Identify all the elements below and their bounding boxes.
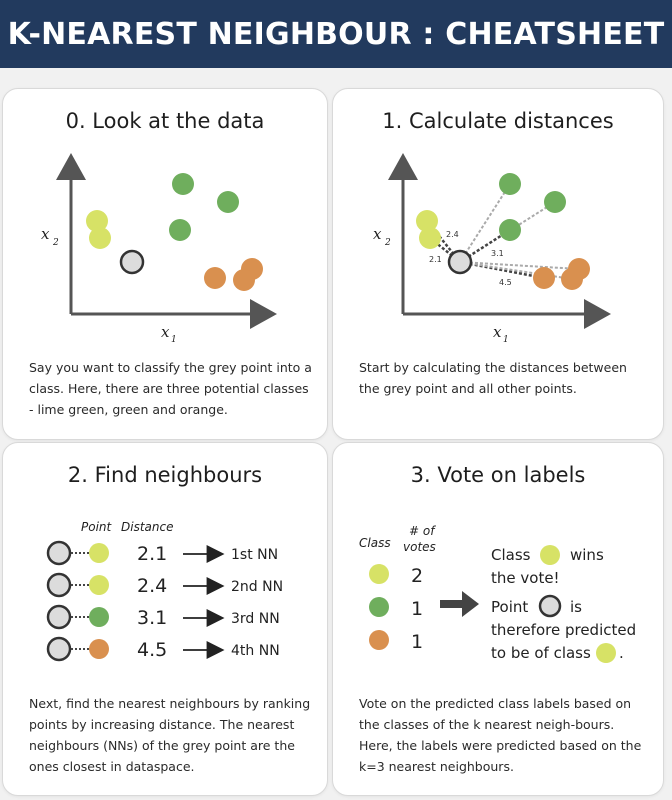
lime-point — [369, 564, 389, 584]
panel-description: Start by calculating the distances between the grey point and all other points. — [359, 360, 627, 396]
distance-value: 4.5 — [137, 639, 168, 661]
grey-point — [540, 596, 560, 616]
vote-count: 1 — [411, 598, 424, 620]
grey-point — [48, 574, 70, 596]
orange-point — [369, 630, 389, 650]
result-text: Point — [491, 598, 529, 616]
y-axis-label: x — [373, 225, 382, 243]
grey-point — [48, 638, 70, 660]
y-axis-subscript: 2 — [385, 238, 391, 248]
rank-label: 2nd NN — [231, 579, 284, 595]
grey-point — [121, 251, 143, 273]
x-axis-subscript: 1 — [503, 335, 509, 345]
orange-point — [89, 639, 109, 659]
distance-label: 2.1 — [429, 255, 442, 264]
green-point — [172, 173, 194, 195]
panel-description: Say you want to classify the grey point into a class. Here, there are three potential classes - lime green, green and orange. — [29, 360, 312, 417]
rank-label: 3rd NN — [231, 611, 280, 627]
panel-look-at-data — [2, 88, 328, 440]
panel-title: 2. Find neighbours — [67, 463, 263, 487]
lime-point — [89, 575, 109, 595]
grey-point — [48, 606, 70, 628]
green-point — [544, 191, 566, 213]
column-header-class: Class — [359, 536, 391, 550]
header-banner — [0, 0, 672, 68]
panel-find-neighbours — [2, 442, 328, 796]
lime-point — [89, 543, 109, 563]
result-text: . — [619, 644, 624, 662]
y-axis-label: x — [41, 225, 50, 243]
lime-point — [596, 643, 616, 663]
result-text: to be of class — [491, 644, 591, 662]
lime-point — [89, 227, 111, 249]
page-title: K-NEAREST NEIGHBOUR : CHEATSHEET — [7, 16, 665, 52]
distance-label: 2.4 — [446, 230, 459, 239]
rank-label: 1st NN — [231, 547, 279, 563]
distance-label: 3.1 — [491, 249, 504, 258]
neighbour-row — [48, 606, 280, 629]
x-axis-label: x — [493, 323, 502, 341]
neighbour-row — [48, 574, 283, 597]
x-axis-subscript: 1 — [171, 335, 177, 345]
result-text: is — [570, 598, 582, 616]
lime-point — [419, 227, 441, 249]
green-point — [499, 173, 521, 195]
orange-point — [561, 268, 583, 290]
result-text: the vote! — [491, 569, 560, 587]
rank-label: 4th NN — [231, 643, 280, 659]
panel-description: Vote on the predicted class labels based on the classes of the k nearest neigh-bours. Here, the labels were predicted based on the k=3 nearest neighbours. — [359, 696, 642, 774]
green-point — [369, 597, 389, 617]
distance-value: 2.4 — [137, 575, 168, 597]
neighbour-row — [48, 638, 280, 661]
column-header-distance: Distance — [121, 520, 174, 534]
panel-description: Next, find the nearest neighbours by ranking points by increasing distance. The nearest neighbours (NNs) of the grey point are the ones closest in dataspace. — [29, 696, 311, 774]
grey-point — [48, 542, 70, 564]
right-arrow-icon — [440, 591, 479, 617]
orange-point — [533, 267, 555, 289]
green-point — [217, 191, 239, 213]
column-header-point: Point — [81, 520, 112, 534]
vote-count: 1 — [411, 631, 424, 653]
x-axis-label: x — [161, 323, 170, 341]
distance-value: 2.1 — [137, 543, 168, 565]
green-point — [499, 219, 521, 241]
result-text: wins — [570, 546, 604, 564]
result-text: therefore predicted — [491, 621, 637, 639]
panel-title: 3. Vote on labels — [410, 463, 586, 487]
distance-value: 3.1 — [137, 607, 168, 629]
green-point — [89, 607, 109, 627]
panel-title: 1. Calculate distances — [382, 109, 614, 133]
green-point — [169, 219, 191, 241]
distance-label: 4.5 — [499, 278, 512, 287]
column-header-votes: votes — [403, 540, 436, 554]
distance-line-orange — [460, 262, 579, 269]
orange-point — [204, 267, 226, 289]
grey-point — [449, 251, 471, 273]
lime-point — [540, 545, 560, 565]
y-axis-subscript: 2 — [53, 238, 59, 248]
orange-point — [233, 269, 255, 291]
panel-vote-on-labels — [332, 442, 664, 796]
panel-calculate-distances — [332, 88, 664, 440]
panel-title: 0. Look at the data — [65, 109, 265, 133]
column-header-votes: # of — [409, 524, 435, 538]
vote-count: 2 — [411, 565, 424, 587]
result-text: Class — [491, 546, 531, 564]
neighbour-row — [48, 542, 278, 565]
